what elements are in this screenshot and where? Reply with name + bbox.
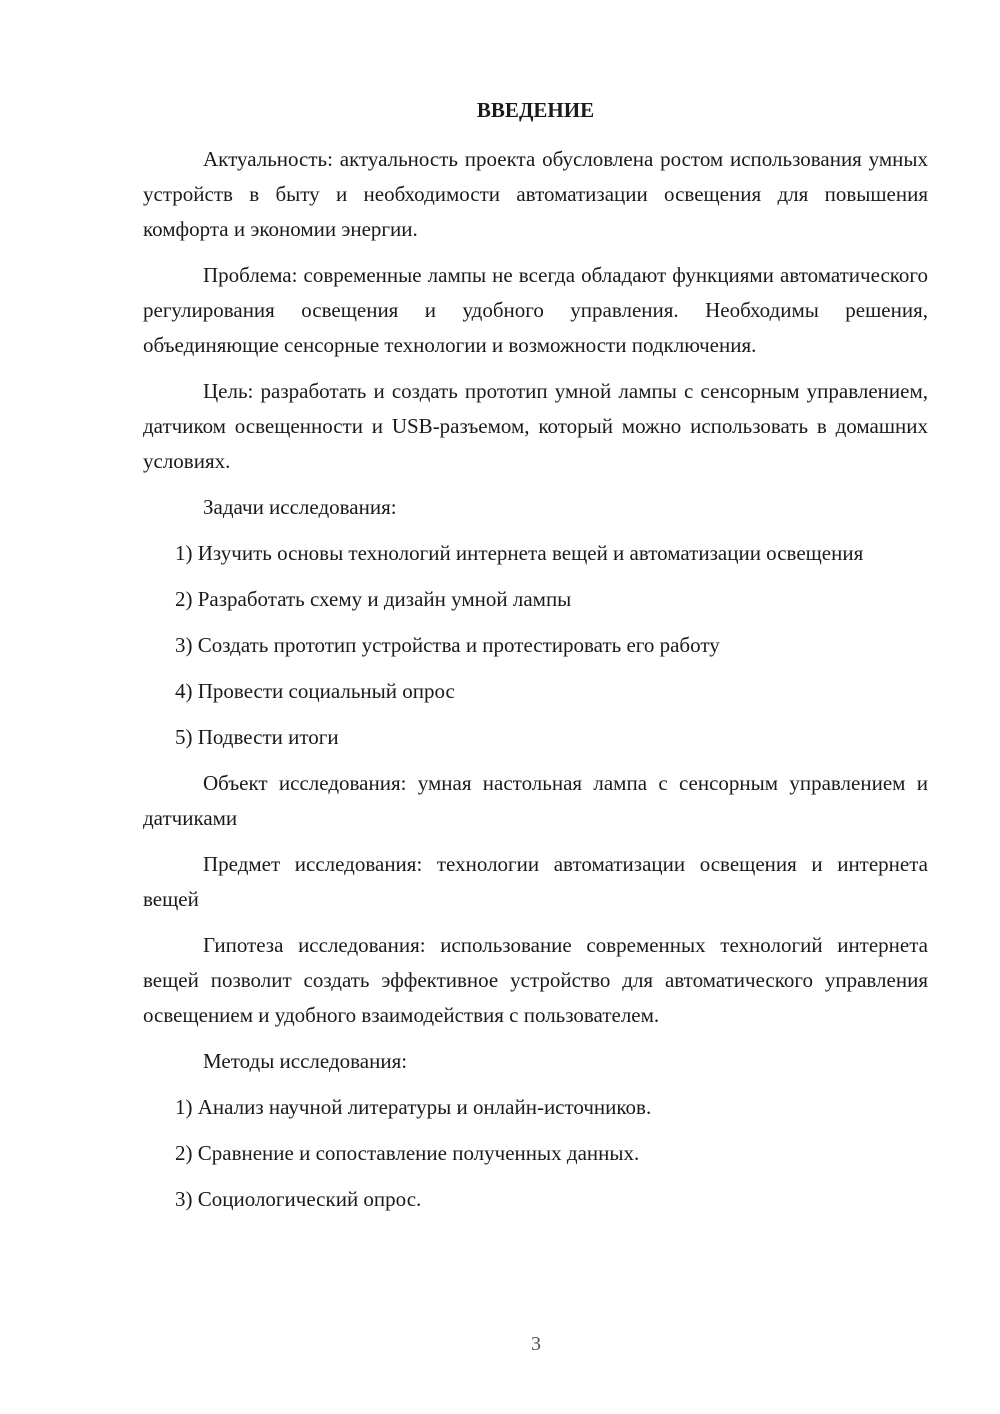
method-item-3: 3) Социологический опрос. xyxy=(175,1187,422,1211)
task-item-1: 1) Изучить основы технологий интернета вещей и автоматизации освещения xyxy=(175,541,864,565)
task-item-2: 2) Разработать схему и дизайн умной лампы xyxy=(175,587,572,611)
goal-paragraph: Цель: разработать и создать прототип умной лампы с сенсорным управлением, датчиком освещенности и USB-разъемом, который можно использовать в домашних условиях. xyxy=(143,379,928,473)
page-title: ВВЕДЕНИЕ xyxy=(476,98,595,122)
method-item-2: 2) Сравнение и сопоставление полученных данных. xyxy=(175,1141,640,1165)
object-paragraph: Объект исследования: умная настольная лампа с сенсорным управлением и датчиками xyxy=(143,771,928,830)
page-number: 3 xyxy=(531,1333,541,1355)
hypothesis-paragraph: Гипотеза исследования: использование современных технологий интернета вещей позволит создать эффективное устройство для автоматического управления освещением и удобного взаимодействия с пользователем. xyxy=(143,933,928,1027)
task-item-5: 5) Подвести итоги xyxy=(175,725,339,749)
method-item-1: 1) Анализ научной литературы и онлайн-источников. xyxy=(175,1095,652,1119)
task-item-4: 4) Провести социальный опрос xyxy=(175,679,455,703)
subject-paragraph: Предмет исследования: технологии автоматизации освещения и интернета вещей xyxy=(143,852,928,911)
tasks-heading: Задачи исследования: xyxy=(203,495,397,519)
task-item-3: 3) Создать прототип устройства и протестировать его работу xyxy=(175,633,720,657)
document-page xyxy=(143,92,928,1228)
relevance-paragraph: Актуальность: актуальность проекта обусловлена ростом использования умных устройств в быту и необходимости автоматизации освещения для повышения комфорта и экономии энергии. xyxy=(143,147,928,241)
methods-heading: Методы исследования: xyxy=(203,1049,408,1073)
problem-paragraph: Проблема: современные лампы не всегда обладают функциями автоматического регулирования освещения и удобного управления. Необходимы решения, объединяющие сенсорные технологии и возможности подключения. xyxy=(143,263,928,357)
